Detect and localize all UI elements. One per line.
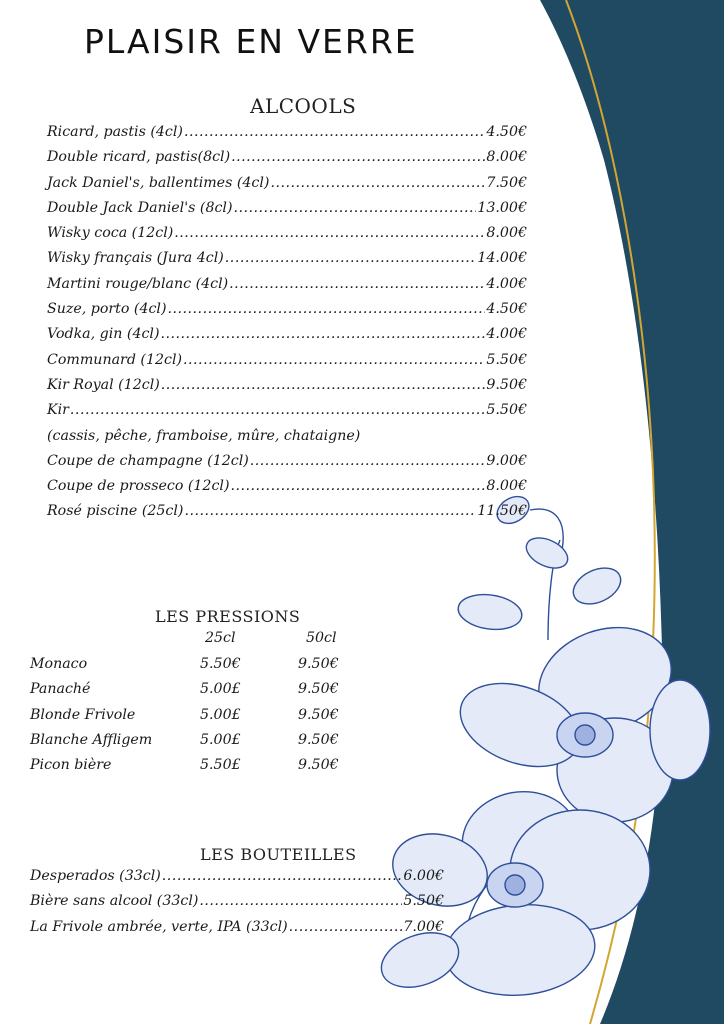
list-item	[47, 352, 527, 377]
item-name: Rosé piscine (25cl)	[47, 503, 184, 520]
list-item	[47, 377, 527, 402]
price-25cl: 5.00£	[200, 681, 241, 698]
item-name: Communard (12cl)	[47, 351, 183, 368]
item-name: Kir Royal (12cl)	[47, 376, 160, 393]
item-name: Kir	[47, 402, 69, 419]
price-25cl: 5.50£	[200, 757, 241, 774]
item-price: 13.00€	[477, 199, 527, 216]
bouteilles-list	[30, 868, 444, 944]
beer-name: Monaco	[30, 656, 88, 672]
price-50cl: 9.50€	[298, 706, 339, 723]
item-price: 8.00€	[486, 149, 527, 166]
item-name: Coupe de champagne (12cl)	[47, 452, 249, 469]
list-item	[47, 200, 527, 225]
item-name: Jack Daniel's, ballentimes (4cl)	[47, 174, 270, 191]
list-item	[47, 276, 527, 301]
item-price: 8.00€	[486, 478, 527, 495]
table-row	[30, 656, 370, 681]
table-row	[30, 757, 370, 782]
item-name: Wisky français (Jura 4cl)	[47, 250, 224, 267]
item-price: 4.50€	[486, 124, 527, 140]
list-item	[47, 225, 527, 250]
beer-name: Panaché	[30, 681, 91, 698]
item-name: Desperados (33cl)	[30, 868, 161, 884]
table-row	[30, 681, 370, 706]
kir-flavours-note: (cassis, pêche, framboise, mûre, chataigne)	[47, 427, 361, 444]
column-header-25cl: 25cl	[205, 630, 236, 646]
price-50cl: 9.50€	[298, 731, 339, 748]
list-item	[47, 503, 527, 528]
item-price: 9.00€	[486, 452, 527, 469]
item-price: 7.50€	[486, 174, 527, 191]
item-price: 4.00€	[486, 326, 527, 343]
list-item	[30, 919, 444, 944]
item-price: 9.50€	[486, 376, 527, 393]
list-item	[47, 326, 527, 351]
price-25cl: 5.00£	[200, 706, 241, 723]
list-item	[47, 478, 527, 503]
item-name: Ricard, pastis (4cl)	[47, 124, 183, 140]
item-price: 5.50€	[486, 402, 527, 419]
beer-name: Blonde Frivole	[30, 706, 136, 723]
bouteilles-title: LES BOUTEILLES	[200, 845, 357, 864]
list-item	[47, 124, 527, 149]
price-25cl: 5.50€	[200, 656, 241, 672]
beer-name: Blanche Affligem	[30, 731, 153, 748]
item-name: La Frivole ambrée, verte, IPA (33cl)	[30, 918, 288, 935]
item-price: 11.50€	[477, 503, 527, 520]
list-item	[47, 175, 527, 200]
table-row	[30, 707, 370, 732]
item-price: 14.00€	[477, 250, 527, 267]
list-item	[30, 868, 444, 893]
pressions-table	[30, 630, 370, 782]
list-item	[47, 453, 527, 478]
item-price: 5.50€	[486, 351, 527, 368]
alcools-title: ALCOOLS	[250, 94, 357, 118]
list-item	[30, 893, 444, 918]
item-name: Coupe de prosseco (12cl)	[47, 478, 230, 495]
item-name: Bière sans alcool (33cl)	[30, 893, 199, 910]
price-25cl: 5.00£	[200, 731, 241, 748]
table-header	[30, 630, 370, 656]
alcools-list	[47, 124, 527, 529]
list-item	[47, 402, 527, 427]
page-title: PLAISIR EN VERRE	[84, 22, 418, 61]
item-price: 8.00€	[486, 225, 527, 242]
item-name: Wisky coca (12cl)	[47, 225, 174, 242]
price-50cl: 9.50€	[298, 656, 339, 672]
item-name: Martini rouge/blanc (4cl)	[47, 275, 229, 292]
pressions-title: LES PRESSIONS	[155, 607, 301, 626]
item-name: Suze, porto (4cl)	[47, 301, 167, 318]
list-item	[47, 149, 527, 174]
price-50cl: 9.50€	[298, 757, 339, 774]
column-header-50cl: 50cl	[306, 630, 337, 646]
list-item	[47, 301, 527, 326]
beer-name: Picon bière	[30, 757, 112, 774]
item-price: 6.00€	[403, 868, 444, 884]
item-price: 4.00€	[486, 275, 527, 292]
item-price: 4.50€	[486, 301, 527, 318]
item-price: 7.00€	[403, 918, 444, 935]
item-name: Double Jack Daniel's (8cl)	[47, 199, 233, 216]
item-price: 5.50€	[403, 893, 444, 910]
item-name: Vodka, gin (4cl)	[47, 326, 160, 343]
list-item	[47, 250, 527, 275]
table-row	[30, 732, 370, 757]
price-50cl: 9.50€	[298, 681, 339, 698]
item-name: Double ricard, pastis(8cl)	[47, 149, 231, 166]
